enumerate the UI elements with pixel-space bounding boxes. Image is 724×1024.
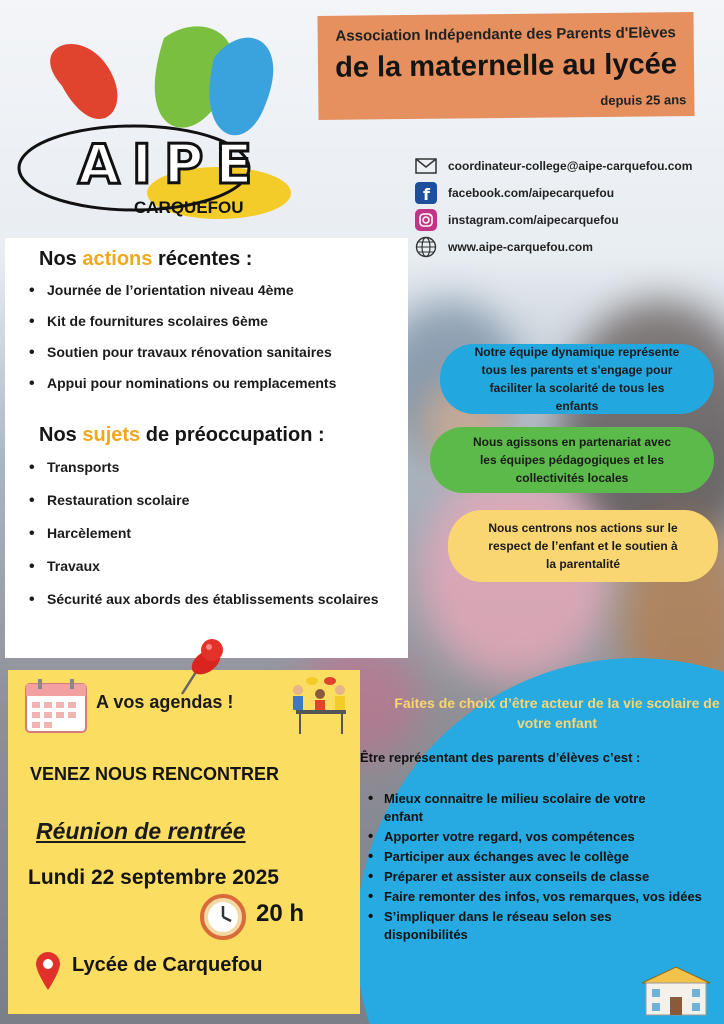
svg-text:f: f (423, 184, 430, 204)
location-pin-icon (34, 950, 62, 992)
clock-icon (200, 894, 246, 940)
contact-instagram[interactable] (414, 206, 692, 233)
list-item: • Faire remonter des infos, vos remarques, vos idées (366, 888, 706, 906)
engagement-intro: Être représentant des parents d’élèves c’est : (360, 750, 641, 765)
subjects-list (25, 459, 385, 607)
meeting-illustration-icon (286, 676, 354, 736)
respect-bubble: Nous centrons nos actions sur le respect de l’enfant et le soutien à la parentalité (448, 510, 718, 582)
list-item: • Journée de l’orientation niveau 4ème (25, 282, 405, 298)
list-item: • Apporter votre regard, vos compétences (366, 828, 716, 846)
school-icon (640, 965, 712, 1017)
list-item: • Participer aux échanges avec le collège (366, 848, 716, 866)
meet-us-text: VENEZ NOUS RENCONTRER (30, 764, 280, 784)
event-date: Lundi 22 septembre 2025 (28, 866, 279, 889)
email-icon (414, 154, 438, 178)
subjects-heading-pre: Nos (39, 424, 77, 446)
list-item: • Kit de fournitures scolaires 6ème (25, 313, 405, 329)
contact-website-text: www.aipe-carquefou.com (448, 239, 593, 254)
aipe-logo (14, 18, 304, 228)
actions-heading-post: récentes : (157, 248, 253, 270)
event-title: Réunion de rentrée (36, 818, 246, 844)
contact-facebook[interactable] (414, 179, 692, 206)
contact-list (414, 152, 692, 260)
contact-website[interactable] (414, 233, 692, 260)
list-item: • Restauration scolaire (25, 492, 385, 508)
contact-email-text: coordinateur-college@aipe-carquefou.com (448, 158, 693, 173)
calendar-icon (24, 678, 88, 734)
agenda-header (24, 678, 88, 734)
banner-title: de la maternelle au lycée (334, 48, 678, 84)
event-time: 20 h (256, 900, 305, 927)
event-location: Lycée de Carquefou (72, 954, 263, 976)
list-item: • Appui pour nominations ou remplacements (25, 375, 405, 391)
list-item: • Transports (25, 459, 385, 475)
list-item: • Mieux connaitre le milieu scolaire de votre enfant (366, 790, 646, 826)
logo-subtitle: CARQUEFOU (134, 198, 244, 217)
globe-icon (414, 235, 438, 259)
header-banner (317, 12, 694, 120)
info-panel (5, 238, 408, 658)
actions-heading (39, 248, 252, 271)
logo-letters: AIPE (78, 133, 265, 196)
actions-heading-pre: Nos (39, 248, 77, 270)
subjects-heading-post: de préoccupation : (145, 424, 325, 446)
actions-heading-highlight: actions (82, 248, 153, 270)
list-item: • Préparer et assister aux conseils de classe (366, 868, 716, 886)
list-item: • Harcèlement (25, 525, 385, 541)
agenda-title: A vos agendas ! (96, 692, 234, 712)
actions-list (25, 282, 405, 391)
facebook-icon (414, 181, 438, 205)
list-item: • Soutien pour travaux rénovation sanitaires (25, 344, 405, 360)
list-item: • S’impliquer dans le réseau selon ses disponibilités (366, 908, 696, 944)
team-bubble: Notre équipe dynamique représente tous les parents et s'engage pour faciliter la scolarité de tous les enfants (440, 344, 714, 414)
instagram-icon (414, 208, 438, 232)
subjects-heading (39, 424, 325, 447)
list-item: • Travaux (25, 558, 385, 574)
contact-instagram-text: instagram.com/aipecarquefou (448, 212, 619, 227)
engagement-list (366, 790, 716, 946)
partnership-bubble: Nous agissons en partenariat avec les équipes pédagogiques et les collectivités locales (430, 427, 714, 493)
banner-association-name: Association Indépendante des Parents d'Elèves (335, 24, 676, 45)
contact-facebook-text: facebook.com/aipecarquefou (448, 185, 615, 200)
engagement-headline: Faites de choix d’être acteur de la vie scolaire de votre enfant (394, 695, 720, 731)
subjects-heading-highlight: sujets (82, 424, 141, 446)
banner-since: depuis 25 ans (600, 92, 687, 109)
logo-shapes (14, 18, 304, 228)
list-item: • Sécurité aux abords des établissements scolaires (25, 591, 385, 607)
contact-email[interactable] (414, 152, 692, 179)
